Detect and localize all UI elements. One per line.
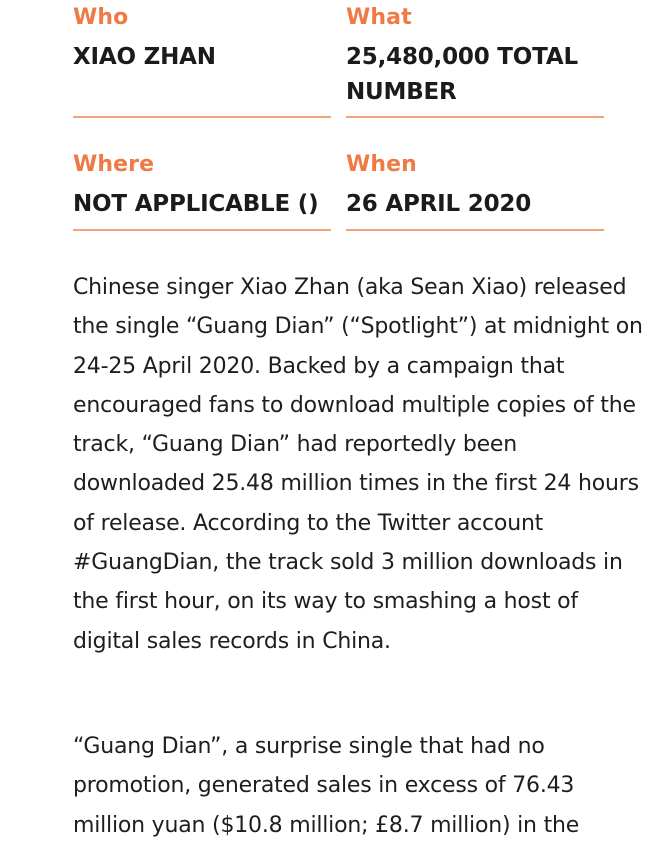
fact-who-label: Who (73, 5, 129, 30)
fact-what (346, 4, 604, 110)
fact-when-divider (346, 229, 604, 231)
article-paragraph-1: Chinese singer Xiao Zhan (aka Sean Xiao) released the single “Guang Dian” (“Spotlight”) at midnight on 24-25 April 2020. Backed by a campaign that encouraged fans to download multiple copies of the track, “Guang Dian” had reportedly been downloaded 25.48 million times in the first 24 hours of release. According to the Twitter account #GuangDian, the track sold 3 million downloads in the first hour, on its way to smashing a host of digital sales records in China. (73, 275, 643, 654)
fact-who-divider (73, 116, 331, 118)
fact-when (346, 151, 604, 222)
fact-where-value: NOT APPLICABLE () (73, 191, 319, 217)
fact-who-value: XIAO ZHAN (73, 44, 216, 70)
article-paragraph-2: “Guang Dian”, a surprise single that had no promotion, generated sales in excess of 76.43 million yuan ($10.8 million; £8.7 million) in the (73, 734, 580, 838)
fact-where (73, 151, 331, 222)
fact-what-value: 25,480,000 TOTAL NUMBER (346, 44, 578, 105)
fact-where-divider (73, 229, 331, 231)
fact-what-label: What (346, 5, 412, 30)
fact-who (73, 4, 331, 75)
fact-when-label: When (346, 152, 417, 177)
fact-when-value: 26 APRIL 2020 (346, 191, 532, 217)
fact-where-label: Where (73, 152, 155, 177)
fact-what-divider (346, 116, 604, 118)
